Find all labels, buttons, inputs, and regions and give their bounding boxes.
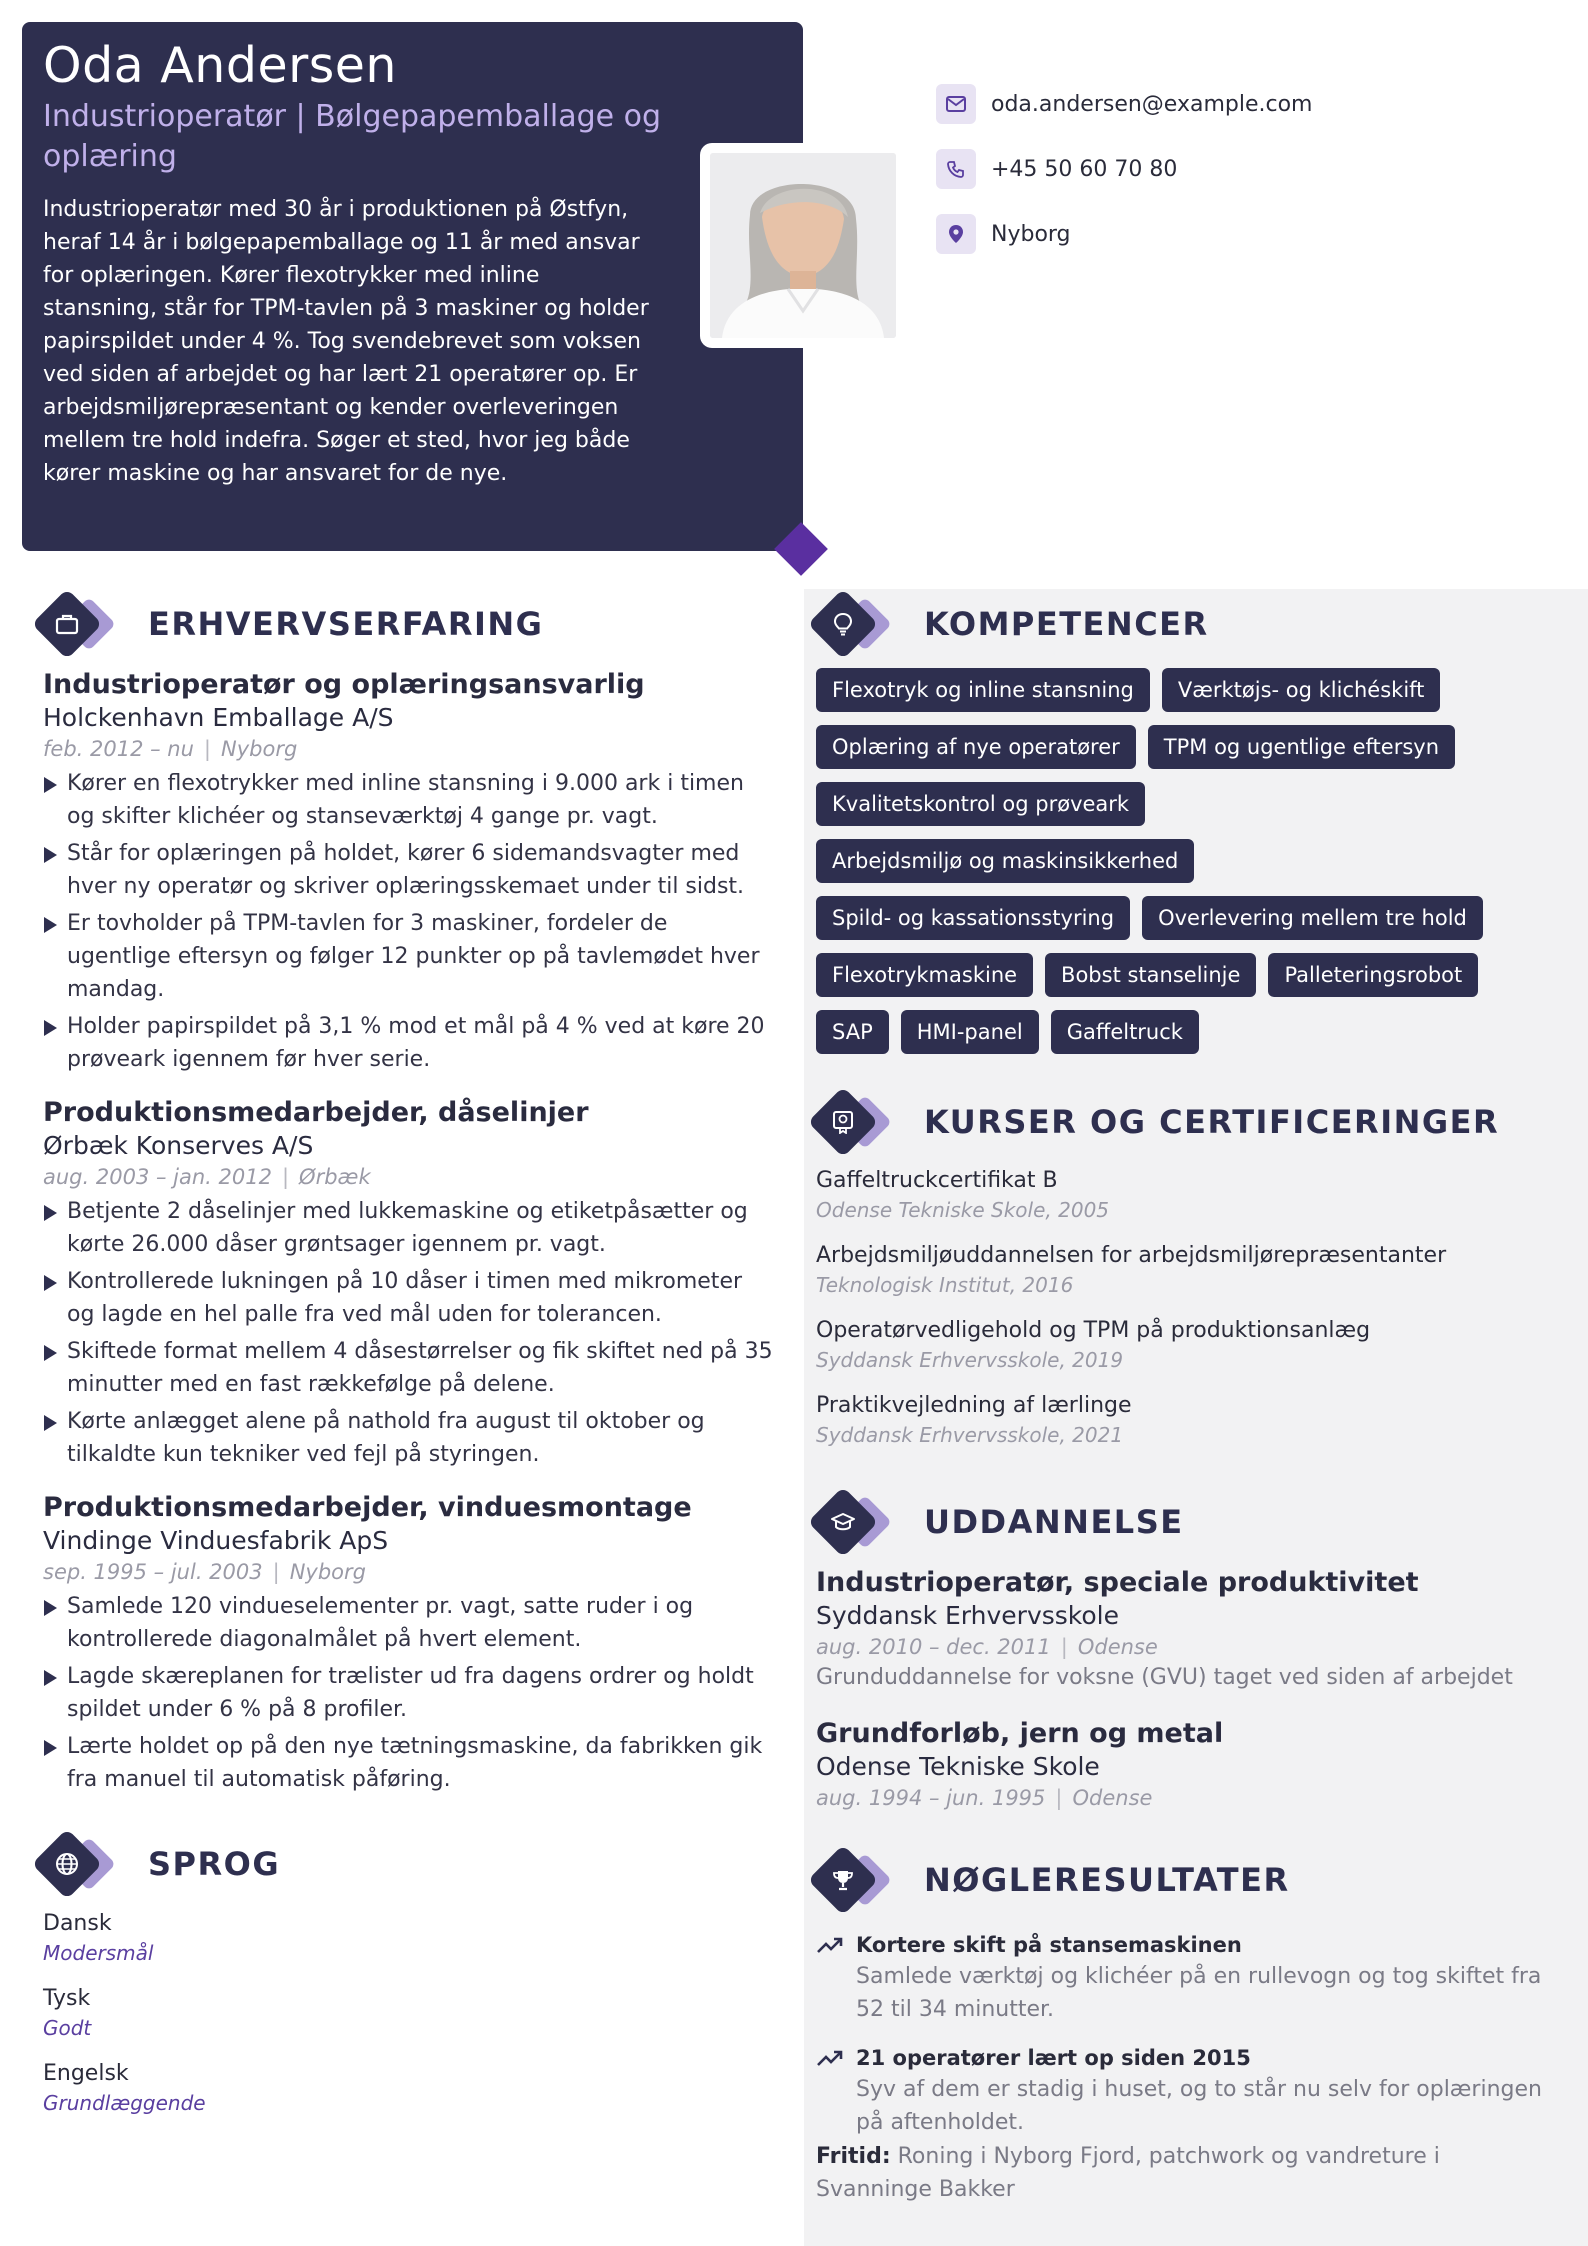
hobbies-text: Roning i Nyborg Fjord, patchwork og vandreture i Svanninge Bakker	[816, 2144, 1440, 2202]
job-location: Nyborg	[221, 737, 298, 761]
course-name: Arbejdsmiljøuddannelsen for arbejdsmiljørepræsentanter	[816, 1243, 1447, 1268]
job-bullets	[43, 767, 773, 1076]
skills-heading	[806, 586, 1209, 662]
course-item	[816, 1166, 1556, 1224]
language-level: Grundlæggende	[43, 2091, 206, 2115]
contact-city	[936, 214, 1312, 254]
job-bullets	[43, 1195, 773, 1471]
education-entry	[816, 1717, 1556, 1813]
skill-tag-list	[816, 668, 1556, 1067]
skill-tag: Arbejdsmiljø og maskinsikkerhed	[816, 839, 1194, 883]
skill-tag: Oplæring af nye operatører	[816, 725, 1136, 769]
job-company: Ørbæk Konserves A/S	[43, 1131, 314, 1160]
skills-heading-badge	[806, 586, 906, 662]
skills-heading-title: KOMPETENCER	[924, 605, 1209, 643]
course-source: Odense Tekniske Skole, 2005	[816, 1198, 1110, 1222]
results-heading-title: NØGLERESULTATER	[924, 1861, 1290, 1899]
job-period: feb. 2012 – nu	[43, 737, 194, 761]
briefcase-icon	[47, 604, 87, 644]
job-title: Industrioperatør og oplæringsansvarlig	[43, 669, 645, 700]
course-name: Operatørvedligehold og TPM på produktionsanlæg	[816, 1318, 1371, 1343]
result-head	[816, 1930, 1556, 1960]
profile-photo-frame	[700, 143, 906, 348]
result-description: Syv af dem er stadig i huset, og to står nu selv for oplæringen på aftenholdet.	[856, 2077, 1542, 2135]
results-heading	[806, 1842, 1290, 1918]
phone-text: +45 50 60 70 80	[991, 156, 1178, 182]
lightbulb-icon	[823, 604, 863, 644]
job-title: Produktionsmedarbejder, dåselinjer	[43, 1097, 589, 1128]
education-location: Odense	[1077, 1635, 1158, 1659]
experience-heading	[30, 586, 543, 662]
job-bullet: Holder papirspildet på 3,1 % mod et mål på 4 % ved at køre 20 prøveark igennem før hver serie.	[43, 1010, 773, 1076]
skill-tag: Flexotryk og inline stansning	[816, 668, 1150, 712]
trend-up-icon	[816, 2047, 846, 2069]
job-entry	[43, 668, 773, 1080]
courses-heading	[806, 1084, 1499, 1160]
job-bullet: Kører en flexotrykker med inline stansning i 9.000 ark i timen og skifter klichéer og stanseværktøj 4 gange pr. vagt.	[43, 767, 773, 833]
job-bullet: Kørte anlægget alene på nathold fra august til oktober og tilkaldte kun tekniker ved fejl på styringen.	[43, 1405, 773, 1471]
job-company: Holckenhavn Emballage A/S	[43, 703, 394, 732]
education-heading-badge	[806, 1484, 906, 1560]
location-pin-icon	[936, 214, 976, 254]
course-source: Syddansk Erhvervsskole, 2021	[816, 1423, 1124, 1447]
course-item	[816, 1391, 1556, 1449]
experience-heading-title: ERHVERVSERFARING	[148, 605, 544, 643]
language-level: Godt	[43, 2016, 92, 2040]
language-name: Engelsk	[43, 2061, 129, 2086]
course-source: Teknologisk Institut, 2016	[816, 1273, 1074, 1297]
skill-tag: TPM og ugentlige eftersyn	[1148, 725, 1455, 769]
education-period: aug. 1994 – jun. 1995	[816, 1786, 1046, 1810]
language-item	[43, 1984, 91, 2042]
job-bullet: Lagde skæreplanen for trælister ud fra dagens ordrer og holdt spildet under 6 % på 8 profiler.	[43, 1660, 773, 1726]
job-title: Produktionsmedarbejder, vinduesmontage	[43, 1492, 692, 1523]
profile-photo	[710, 153, 896, 338]
course-source: Syddansk Erhvervsskole, 2019	[816, 1348, 1124, 1372]
course-item	[816, 1316, 1556, 1374]
language-level: Modersmål	[43, 1941, 154, 1965]
education-period: aug. 2010 – dec. 2011	[816, 1635, 1051, 1659]
language-item	[43, 1909, 153, 1967]
headline: Industrioperatør | Bølgepapemballage og oplæring	[43, 99, 662, 174]
job-location: Ørbæk	[299, 1165, 371, 1189]
education-meta: aug. 1994 – jun. 1995 | Odense	[816, 1786, 1153, 1810]
candidate-name: Oda Andersen	[43, 37, 397, 94]
skill-tag: Spild- og kassationsstyring	[816, 896, 1130, 940]
job-bullets	[43, 1590, 773, 1796]
education-school: Syddansk Erhvervsskole	[816, 1601, 1120, 1630]
job-bullet: Lærte holdet op på den nye tætningsmaskine, da fabrikken gik fra manuel til automatisk påføring.	[43, 1730, 773, 1796]
education-title: Industrioperatør, speciale produktivitet	[816, 1567, 1419, 1598]
courses-heading-title: KURSER OG CERTIFICERINGER	[924, 1103, 1500, 1141]
job-entry	[43, 1096, 773, 1475]
education-heading-title: UDDANNELSE	[924, 1503, 1184, 1541]
skill-tag: Flexotrykmaskine	[816, 953, 1033, 997]
portrait-illustration	[710, 153, 896, 338]
contact-phone[interactable]	[936, 149, 1312, 189]
job-location: Nyborg	[289, 1560, 366, 1584]
job-entry	[43, 1491, 773, 1800]
job-bullet: Kontrollerede lukningen på 10 dåser i timen med mikrometer og lagde en hel palle fra ved mål uden for tolerancen.	[43, 1265, 773, 1331]
experience-heading-badge	[30, 586, 130, 662]
contact-email[interactable]	[936, 84, 1312, 124]
skill-tag: Bobst stanselinje	[1045, 953, 1256, 997]
trend-up-icon	[816, 1934, 846, 1956]
education-entry	[816, 1566, 1556, 1694]
header-panel	[22, 22, 803, 551]
result-title: Kortere skift på stansemaskinen	[856, 1933, 1242, 1957]
job-meta: aug. 2003 – jan. 2012 | Ørbæk	[43, 1165, 371, 1189]
languages-heading-badge	[30, 1826, 130, 1902]
graduation-cap-icon	[823, 1502, 863, 1542]
skill-tag: Overlevering mellem tre hold	[1142, 896, 1483, 940]
contact-list	[936, 84, 1312, 279]
skill-tag: SAP	[816, 1010, 889, 1054]
education-heading	[806, 1484, 1184, 1560]
result-title: 21 operatører lært op siden 2015	[856, 2046, 1251, 2070]
job-period: aug. 2003 – jan. 2012	[43, 1165, 272, 1189]
language-name: Dansk	[43, 1911, 112, 1936]
skill-tag: Værktøjs- og klichéskift	[1162, 668, 1441, 712]
results-heading-badge	[806, 1842, 906, 1918]
course-name: Gaffeltruckcertifikat B	[816, 1168, 1058, 1193]
profile-summary: Industrioperatør med 30 år i produktionen på Østfyn, heraf 14 år i bølgepapemballage og 11 år med ansvar for oplæringen. Kører flexotrykker med inline stansning, står for TPM-tavlen på 3 maskiner og holder papirspildet under 4 %. Tog svendebrevet som voksen ved siden af arbejdet og har lært 21 operatører op. Er arbejdsmiljørepræsentant og kender overleveringen mellem tre hold indefra. Søger et sted, hvor jeg både kører maskine og har ansvaret for de nye.	[43, 197, 649, 486]
job-meta: sep. 1995 – jul. 2003 | Nyborg	[43, 1560, 366, 1584]
job-company: Vindinge Vinduesfabrik ApS	[43, 1526, 389, 1555]
result-item	[816, 2043, 1556, 2139]
skill-tag: Gaffeltruck	[1051, 1010, 1199, 1054]
job-bullet: Skiftede format mellem 4 dåsestørrelser og fik skiftet ned på 35 minutter med en fast rækkefølge på delene.	[43, 1335, 773, 1401]
hobbies	[816, 2140, 1496, 2206]
education-description: Grunduddannelse for voksne (GVU) taget ved siden af arbejdet	[816, 1665, 1513, 1690]
job-meta: feb. 2012 – nu | Nyborg	[43, 737, 298, 761]
language-item	[43, 2059, 206, 2117]
languages-heading-title: SPROG	[148, 1845, 281, 1883]
course-item	[816, 1241, 1556, 1299]
job-bullet: Betjente 2 dåselinjer med lukkemaskine og etiketpåsætter og kørte 26.000 dåser grøntsager igennem pr. vagt.	[43, 1195, 773, 1261]
job-period: sep. 1995 – jul. 2003	[43, 1560, 263, 1584]
job-bullet: Samlede 120 vindueselementer pr. vagt, satte ruder i og kontrollerede diagonalmålet på hvert element.	[43, 1590, 773, 1656]
education-meta: aug. 2010 – dec. 2011 | Odense	[816, 1635, 1158, 1659]
certificate-icon	[823, 1102, 863, 1142]
course-name: Praktikvejledning af lærlinge	[816, 1393, 1132, 1418]
result-description: Samlede værktøj og klichéer på en rullevogn og tog skiftet fra 52 til 34 minutter.	[856, 1964, 1542, 2022]
job-bullet: Står for oplæringen på holdet, kører 6 sidemandsvagter med hver ny operatør og skriver oplæringsskemaet under til sidst.	[43, 837, 773, 903]
email-text: oda.andersen@example.com	[991, 91, 1313, 117]
mail-icon	[936, 84, 976, 124]
education-school: Odense Tekniske Skole	[816, 1752, 1100, 1781]
result-head	[816, 2043, 1556, 2073]
languages-heading	[30, 1826, 280, 1902]
city-text: Nyborg	[991, 221, 1071, 247]
job-bullet: Er tovholder på TPM-tavlen for 3 maskiner, fordeler de ugentlige eftersyn og følger 12 punkter op på tavlemødet hver mandag.	[43, 907, 773, 1006]
phone-icon	[936, 149, 976, 189]
trophy-icon	[823, 1860, 863, 1900]
education-title: Grundforløb, jern og metal	[816, 1718, 1224, 1749]
courses-heading-badge	[806, 1084, 906, 1160]
hobbies-label: Fritid:	[816, 2144, 891, 2169]
skill-tag: Kvalitetskontrol og prøveark	[816, 782, 1145, 826]
education-location: Odense	[1072, 1786, 1153, 1810]
globe-icon	[47, 1844, 87, 1884]
skill-tag: Palleteringsrobot	[1268, 953, 1478, 997]
result-item	[816, 1930, 1556, 2026]
skill-tag: HMI-panel	[901, 1010, 1039, 1054]
language-name: Tysk	[43, 1986, 91, 2011]
